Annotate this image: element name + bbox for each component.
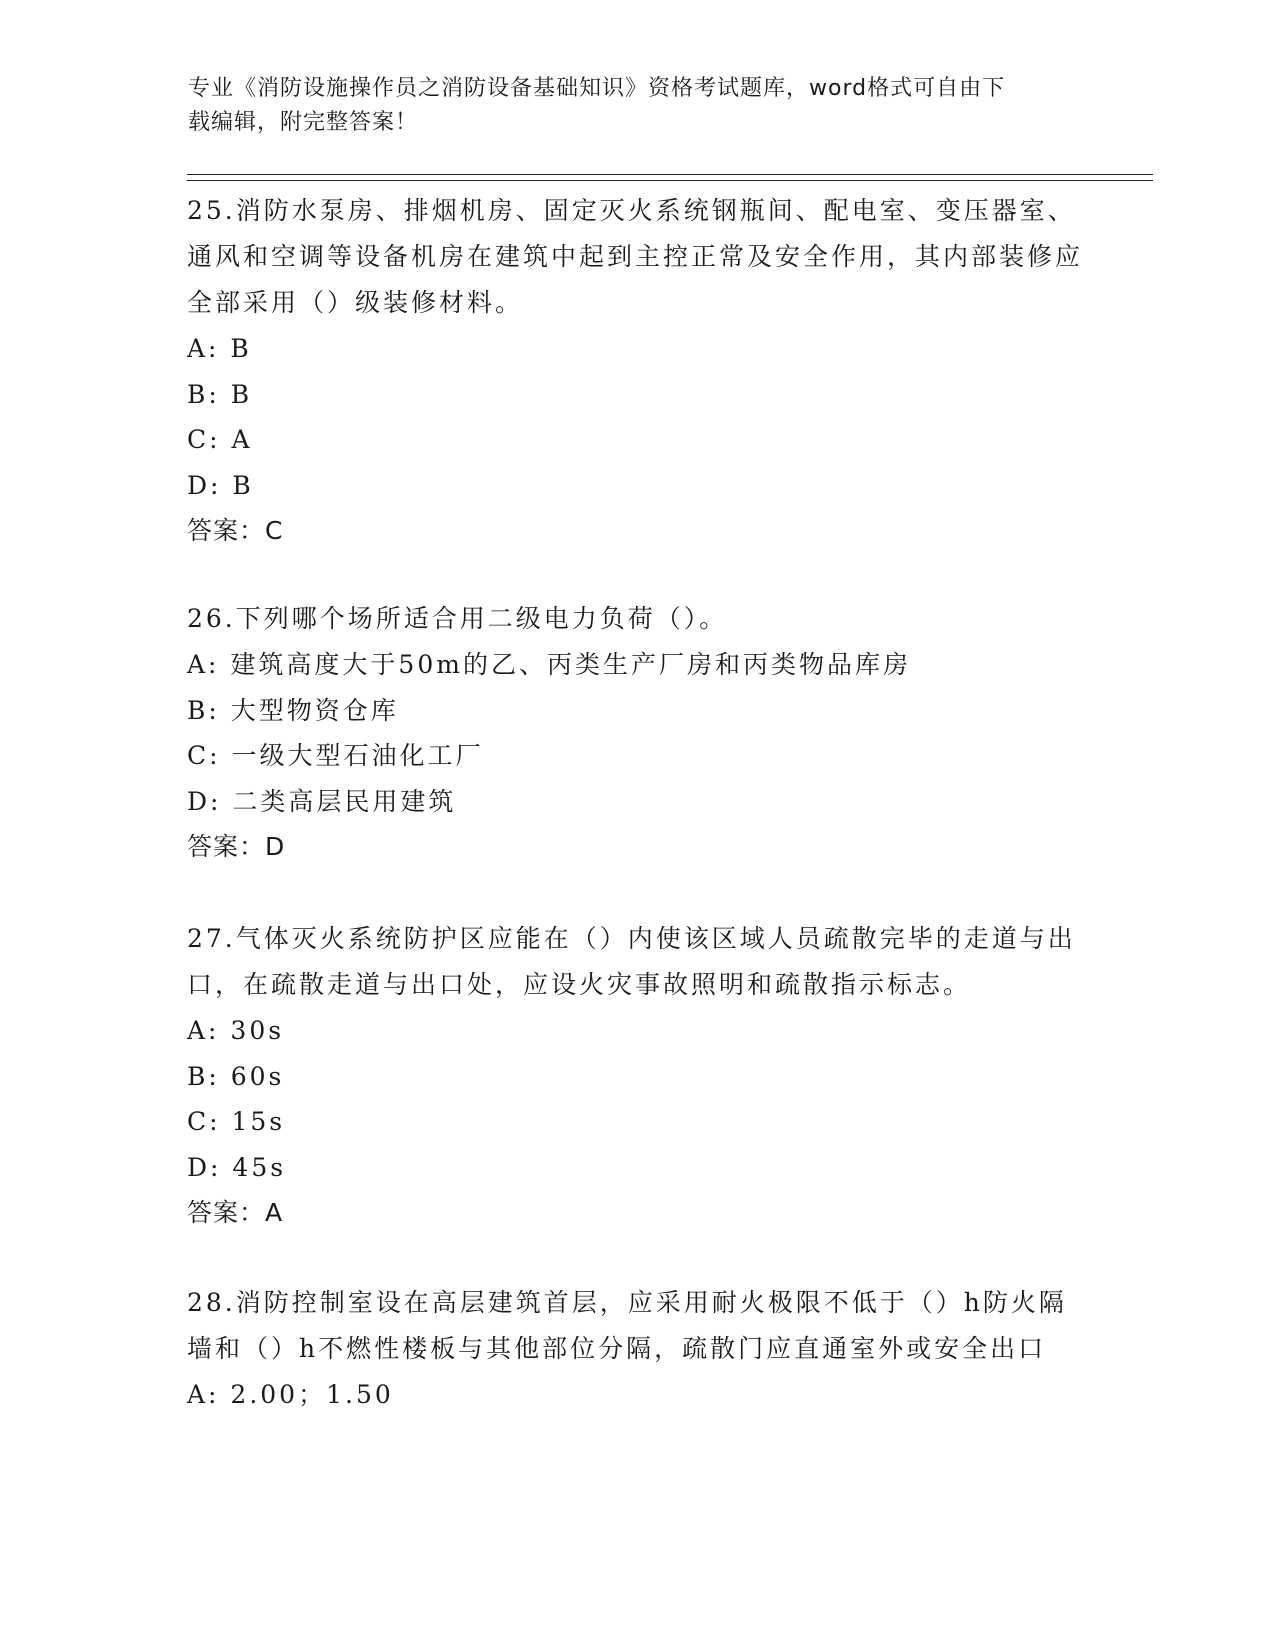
header-line-2: 载编辑，附完整答案！ [188, 110, 419, 135]
question-26 [187, 596, 1087, 870]
question-text: 28.消防控制室设在高层建筑首层，应采用耐火极限不低于（）h防火隔墙和（）h不燃性楼板与其他部位分隔，疏散门应直通室外或安全出口 [187, 1288, 1067, 1363]
question-text: 26.下列哪个场所适合用二级电力负荷（）。 [187, 604, 728, 633]
question-text: 27.气体灭火系统防护区应能在（）内使该区域人员疏散完毕的走道与出口，在疏散走道与出口处，应设火灾事故照明和疏散指示标志。 [187, 924, 1076, 999]
question-28 [187, 1280, 1087, 1418]
option-d: D: 45s [187, 1152, 287, 1182]
option-a: A: 30s [187, 1016, 285, 1045]
header-line-1: 专业《消防设施操作员之消防设备基础知识》资格考试题库，word格式可自由下 [188, 76, 1006, 101]
option-a: A: B [187, 334, 252, 363]
header-divider-top [187, 174, 1153, 175]
header-divider-bottom [187, 180, 1153, 181]
answer: 答案：C [187, 516, 284, 545]
answer: 答案：D [187, 832, 286, 861]
answer: 答案：A [187, 1198, 284, 1227]
option-d: D: 二类高层民用建筑 [187, 786, 457, 816]
question-27 [187, 916, 1087, 1236]
option-b: B: B [187, 379, 253, 409]
option-b: B: 大型物资仓库 [187, 695, 399, 725]
option-a: A: 2.00；1.50 [187, 1380, 394, 1409]
option-a: A: 建筑高度大于50m的乙、丙类生产厂房和丙类物品库房 [187, 650, 911, 679]
option-b: B: 60s [187, 1061, 285, 1091]
option-c: C: 15s [187, 1107, 286, 1136]
question-text: 25.消防水泵房、排烟机房、固定灭火系统钢瓶间、配电室、变压器室、通风和空调等设备机房在建筑中起到主控正常及安全作用，其内部装修应全部采用（）级装修材料。 [187, 196, 1084, 317]
option-c: C: 一级大型石油化工厂 [187, 741, 484, 770]
question-25 [187, 188, 1087, 554]
option-c: C: A [187, 425, 253, 454]
document-header [188, 72, 1088, 140]
option-d: D: B [187, 470, 254, 500]
